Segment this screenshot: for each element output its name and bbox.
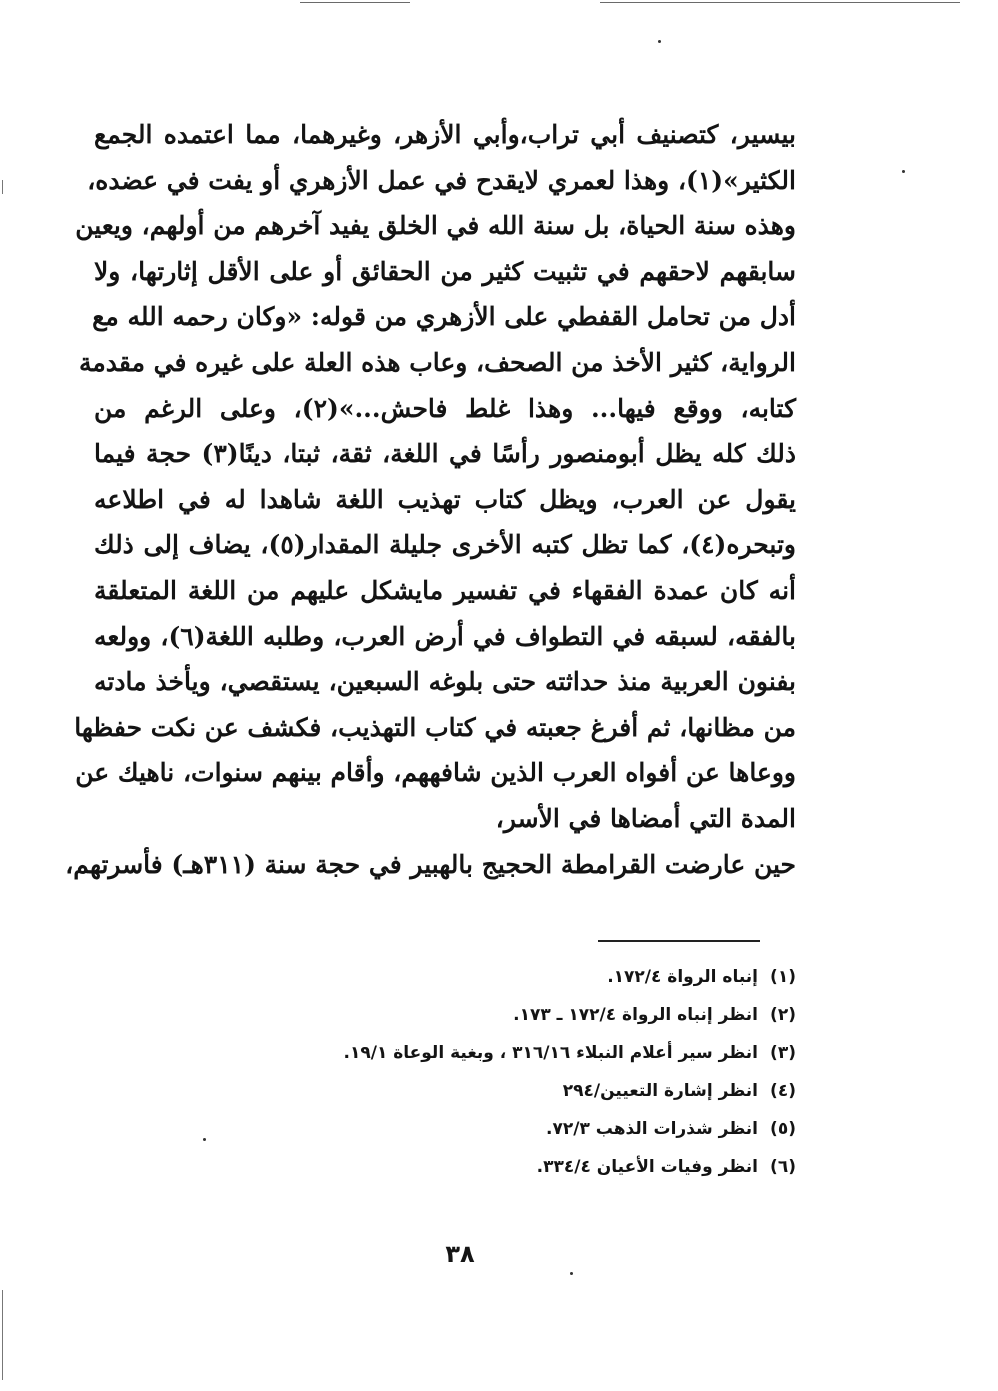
footnote-number: (١) bbox=[770, 967, 796, 987]
body-line: سابقهم لاحقهم في تثبيت كثير من الحقائق أو على الأقل إثارتها، ولا bbox=[94, 256, 796, 286]
footnote-text: انظر وفيات الأعيان ٣٣٤/٤. bbox=[536, 1157, 758, 1177]
page-number: ٣٨ bbox=[445, 1240, 475, 1268]
scan-edge-mark bbox=[2, 1290, 3, 1380]
footnote-text: انظر سير أعلام النبلاء ٣١٦/١٦ ، وبغية الوعاة ١٩/١. bbox=[343, 1043, 758, 1063]
body-line: أدل من تحامل القفطي على الأزهري من قوله: «وكان رحمه الله مع bbox=[92, 302, 796, 332]
footnote-5 bbox=[240, 1110, 796, 1148]
footnote-6 bbox=[240, 1148, 796, 1186]
body-line: وتبحره(٤)، كما تظل كتبه الأخرى جليلة المقدار(٥)، يضاف إلى ذلك bbox=[94, 530, 796, 560]
footnote-number: (٥) bbox=[770, 1119, 796, 1139]
scan-speck bbox=[658, 40, 661, 43]
footnote-4 bbox=[240, 1072, 796, 1110]
body-line: كتابه، ووقع فيها... وهذا غلط فاحش...»(٢)، وعلى الرغم من bbox=[94, 393, 796, 423]
footnote-text: انظر شذرات الذهب ٧٢/٣. bbox=[546, 1119, 758, 1139]
footnote-2 bbox=[240, 996, 796, 1034]
body-line: ذلك كله يظل أبومنصور رأسًا في اللغة، ثقة، ثبتا، دينًا(٣) حجة فيما bbox=[94, 439, 797, 469]
body-line: وهذه سنة الحياة، بل سنة الله في الخلق يفيد آخرهم من أولهم، ويعين bbox=[75, 211, 796, 241]
body-line: يقول عن العرب، ويظل كتاب تهذيب اللغة شاهدا له في اطلاعه bbox=[94, 484, 796, 514]
body-line: حين عارضت القرامطة الحجيج بالهبير في حجة سنة (٣١١هـ) فأسرتهم، bbox=[65, 849, 796, 879]
body-line: بيسير، كتصنيف أبي تراب،وأبي الأزهر، وغيرهما، مما اعتمده الجمع bbox=[94, 120, 796, 149]
footnote-number: (٢) bbox=[770, 1005, 796, 1025]
footnotes-list bbox=[240, 958, 796, 1186]
footnote-1 bbox=[240, 958, 796, 996]
footnote-number: (٤) bbox=[770, 1081, 796, 1101]
body-paragraph bbox=[65, 112, 797, 924]
body-line: بالفقه، لسبقه في التطواف في أرض العرب، وطلبه اللغة(٦)، وولعه bbox=[94, 621, 796, 651]
footnote-number: (٦) bbox=[770, 1157, 796, 1177]
scan-speck bbox=[570, 1272, 573, 1275]
body-line: من مظانها، ثم أفرغ جعبته في كتاب التهذيب، فكشف عن نكت حفظها bbox=[74, 712, 796, 742]
footnote-separator bbox=[598, 940, 760, 942]
top-scan-rule-right bbox=[600, 2, 960, 3]
body-line: أنه كان عمدة الفقهاء في تفسير مايشكل عليهم من اللغة المتعلقة bbox=[94, 575, 796, 605]
body-line: الكثير»(١)، وهذا لعمري لايقدح في عمل الأزهري أو يفت في عضده، bbox=[87, 165, 796, 195]
top-scan-rule-left bbox=[300, 2, 410, 3]
footnote-text: انظر إشارة التعيين/٢٩٤ bbox=[562, 1081, 758, 1101]
body-line: بفنون العربية منذ حداثته حتى بلوغه السبعين، يستقصي، ويأخذ مادته bbox=[94, 667, 796, 697]
body-line: الرواية، كثير الأخذ من الصحف، وعاب هذه العلة على غيره في مقدمة bbox=[79, 347, 796, 377]
footnote-text: انظر إنباه الرواة ١٧٢/٤ ـ ١٧٣. bbox=[513, 1005, 758, 1025]
scan-edge-mark bbox=[2, 180, 3, 194]
body-line: ووعاها عن أفواه العرب الذين شافههم، وأقام بينهم سنوات، ناهيك عن bbox=[75, 758, 796, 788]
scan-speck bbox=[203, 1138, 206, 1141]
footnote-number: (٣) bbox=[770, 1043, 796, 1063]
footnote-3 bbox=[240, 1034, 796, 1072]
body-line: المدة التي أمضاها في الأسر، bbox=[495, 803, 796, 833]
scan-speck bbox=[902, 170, 905, 173]
footnote-text: إنباه الرواة ١٧٢/٤. bbox=[607, 967, 758, 987]
